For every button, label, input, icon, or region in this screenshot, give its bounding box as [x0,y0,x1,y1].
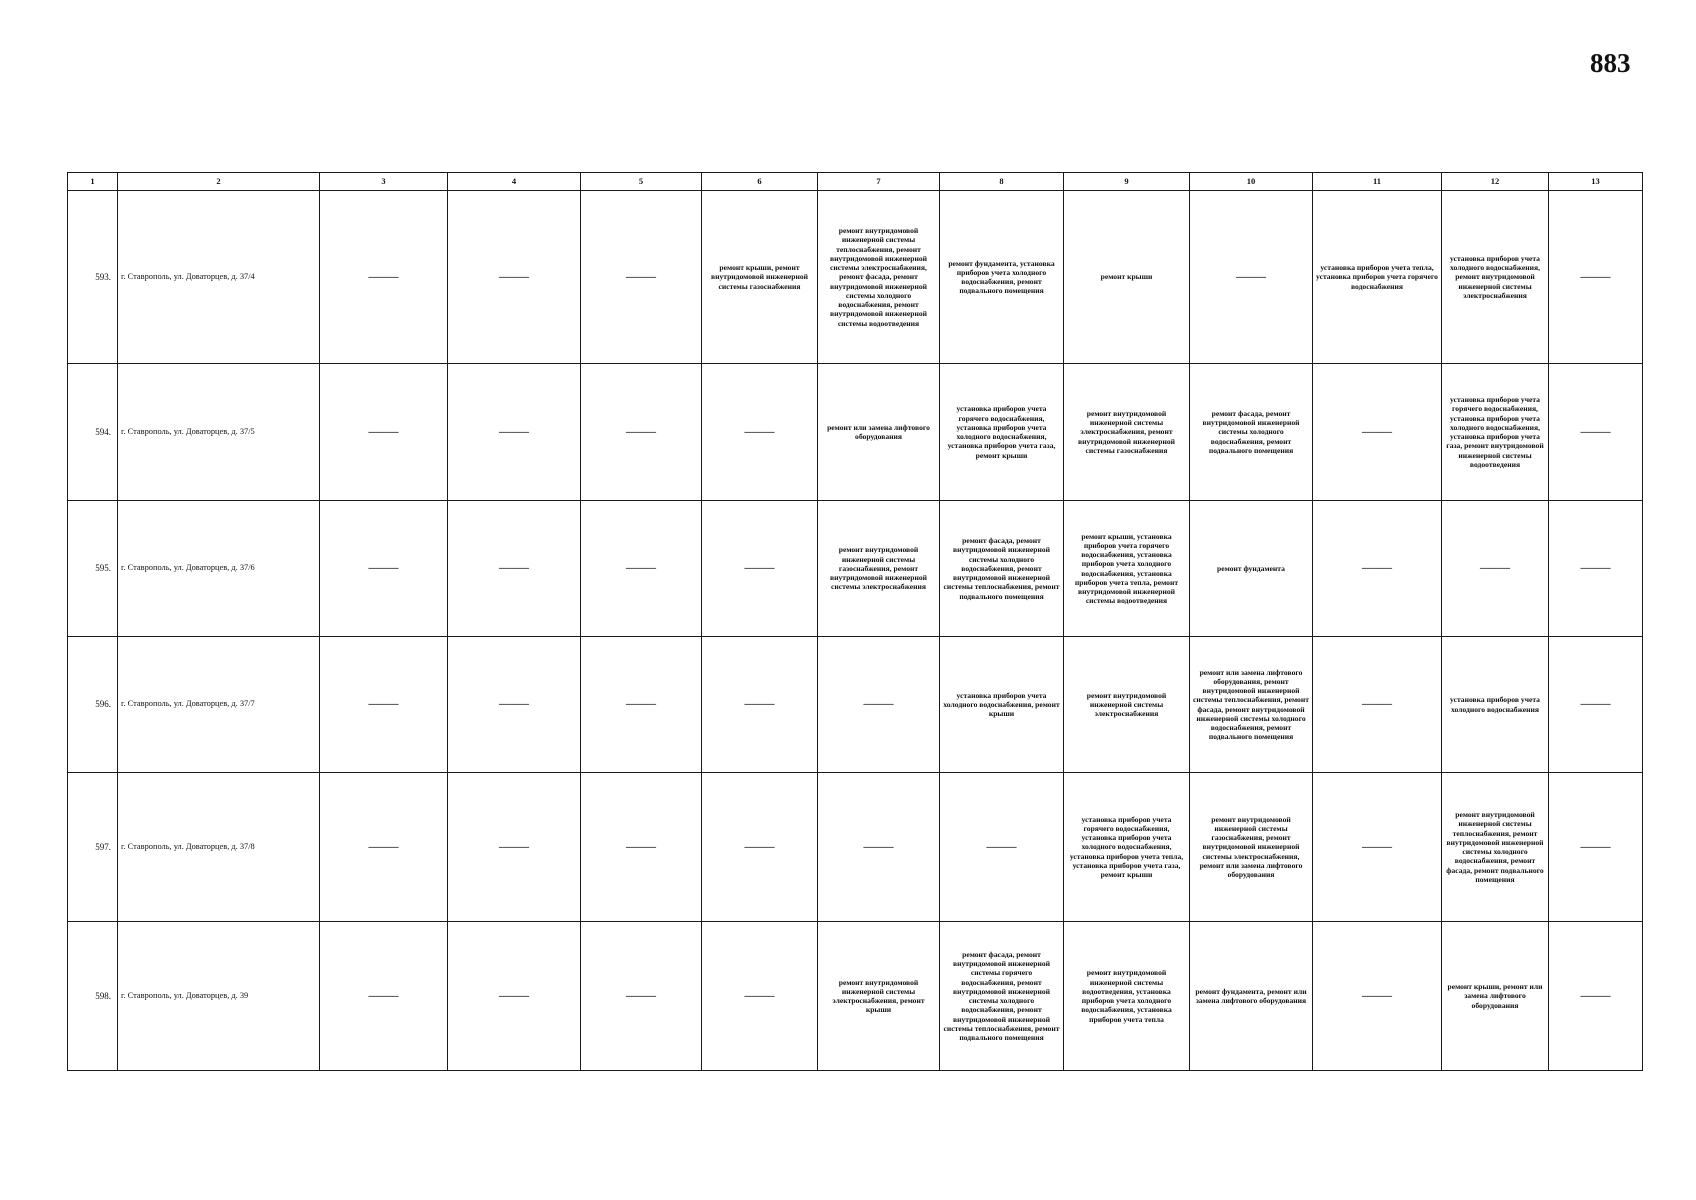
column-number: 10 [1190,173,1313,191]
table-cell: —— [1442,501,1549,637]
table-cell: —— [581,501,702,637]
column-number: 4 [448,173,581,191]
table-cell: —— [448,364,581,501]
table-cell: ремонт крыши, ремонт или замена лифтового оборудования [1442,922,1549,1071]
table-row [68,501,1643,637]
table-cell: —— [448,773,581,922]
table-row [68,191,1643,364]
table-cell: —— [320,773,448,922]
table-cell: ремонт или замена лифтового оборудования [818,364,940,501]
table-row [68,637,1643,773]
column-number: 1 [68,173,118,191]
table-cell: —— [702,922,818,1071]
table-cell: —— [581,922,702,1071]
table-cell: установка приборов учета тепла, установка приборов учета горячего водоснабжения [1313,191,1442,364]
table-cell: —— [702,501,818,637]
address-cell: г. Ставрополь, ул. Доваторцев, д. 39 [118,922,320,1071]
table-cell: —— [448,922,581,1071]
table-cell: установка приборов учета холодного водоснабжения, ремонт крыши [940,637,1064,773]
table-cell: —— [1549,637,1643,773]
table-cell: ремонт фасада, ремонт внутридомовой инженерной системы горячего водоснабжения, ремонт внутридомовой инженерной системы холодного водоснабжения, ремонт внутридомовой инженерной системы теплоснабжения, ремонт подвального помещения [940,922,1064,1071]
table-cell: —— [1313,637,1442,773]
table-cell: ремонт фундамента [1190,501,1313,637]
table-cell: —— [1313,501,1442,637]
table-cell: —— [448,501,581,637]
table-cell: ремонт внутридомовой инженерной системы теплоснабжения, ремонт внутридомовой инженерной системы холодного водоснабжения, ремонт фасада, ремонт подвального помещения [1442,773,1549,922]
column-number: 13 [1549,173,1643,191]
address-cell: г. Ставрополь, ул. Доваторцев, д. 37/6 [118,501,320,637]
table-cell: ремонт внутридомовой инженерной системы электроснабжения [1064,637,1190,773]
address-cell: г. Ставрополь, ул. Доваторцев, д. 37/4 [118,191,320,364]
table-cell: ремонт внутридомовой инженерной системы электроснабжения, ремонт внутридомовой инженерной системы газоснабжения [1064,364,1190,501]
table-cell: ремонт крыши, ремонт внутридомовой инженерной системы газоснабжения [702,191,818,364]
table-cell: ремонт крыши, установка приборов учета горячего водоснабжения, установка приборов учета холодного водоснабжения, установка приборов учета тепла, ремонт внутридомовой инженерной системы водоотведения [1064,501,1190,637]
column-number: 5 [581,173,702,191]
address-cell: г. Ставрополь, ул. Доваторцев, д. 37/5 [118,364,320,501]
repair-schedule-table [67,172,1643,1071]
table-cell: ремонт внутридомовой инженерной системы газоснабжения, ремонт внутридомовой инженерной системы электроснабжения [818,501,940,637]
address-cell: г. Ставрополь, ул. Доваторцев, д. 37/7 [118,637,320,773]
table-cell: —— [1313,773,1442,922]
column-number: 7 [818,173,940,191]
row-number: 596. [68,637,118,773]
column-number: 3 [320,173,448,191]
column-number-row [68,173,1643,191]
table-cell: ремонт внутридомовой инженерной системы газоснабжения, ремонт внутридомовой инженерной системы электроснабжения, ремонт или замена лифтового оборудования [1190,773,1313,922]
table-cell: —— [581,364,702,501]
table-cell: ремонт фасада, ремонт внутридомовой инженерной системы холодного водоснабжения, ремонт подвального помещения [1190,364,1313,501]
table-cell: установка приборов учета горячего водоснабжения, установка приборов учета холодного водоснабжения, установка приборов учета газа, ремонт крыши [940,364,1064,501]
table-cell: —— [702,773,818,922]
row-number: 598. [68,922,118,1071]
column-number: 2 [118,173,320,191]
table-cell: ремонт внутридомовой инженерной системы теплоснабжения, ремонт внутридомовой инженерной системы электроснабжения, ремонт фасада, ремонт внутридомовой инженерной системы холодного водоснабжения, ремонт внутридомовой инженерной системы водоотведения [818,191,940,364]
row-number: 597. [68,773,118,922]
table-cell: —— [1549,364,1643,501]
table-cell: —— [702,637,818,773]
row-number: 595. [68,501,118,637]
row-number: 593. [68,191,118,364]
table-cell: —— [1190,191,1313,364]
table-cell: —— [1549,501,1643,637]
column-number: 12 [1442,173,1549,191]
table-cell: —— [702,364,818,501]
table-cell: —— [940,773,1064,922]
table-cell: —— [320,191,448,364]
table-row [68,364,1643,501]
table-cell: —— [448,191,581,364]
table-cell: установка приборов учета горячего водоснабжения, установка приборов учета холодного водоснабжения, установка приборов учета тепла, установка приборов учета газа, ремонт крыши [1064,773,1190,922]
table-cell: —— [581,637,702,773]
page-number: 883 [1590,48,1631,78]
column-number: 6 [702,173,818,191]
table-cell: ремонт или замена лифтового оборудования, ремонт внутридомовой инженерной системы теплоснабжения, ремонт фасада, ремонт внутридомовой инженерной системы холодного водоснабжения, ремонт подвального помещения [1190,637,1313,773]
column-number: 11 [1313,173,1442,191]
table-cell: —— [1549,922,1643,1071]
table-cell: ремонт внутридомовой инженерной системы водоотведения, установка приборов учета холодного водоснабжения, установка приборов учета тепла [1064,922,1190,1071]
column-number: 9 [1064,173,1190,191]
table-cell: ремонт фундамента, ремонт или замена лифтового оборудования [1190,922,1313,1071]
table-cell: ремонт внутридомовой инженерной системы электроснабжения, ремонт крыши [818,922,940,1071]
table-cell: ремонт крыши [1064,191,1190,364]
table-cell: —— [448,637,581,773]
table-cell: ремонт фундамента, установка приборов учета холодного водоснабжения, ремонт подвального помещения [940,191,1064,364]
table-cell: —— [1549,191,1643,364]
table-cell: —— [1313,364,1442,501]
table-cell: установка приборов учета горячего водоснабжения, установка приборов учета холодного водоснабжения, установка приборов учета газа, ремонт внутридомовой инженерной системы водоотведения [1442,364,1549,501]
table-cell: установка приборов учета холодного водоснабжения [1442,637,1549,773]
table-row [68,922,1643,1071]
table-cell: установка приборов учета холодного водоснабжения, ремонт внутридомовой инженерной системы электроснабжения [1442,191,1549,364]
table-cell: —— [1549,773,1643,922]
table-cell: —— [320,364,448,501]
table-cell: —— [581,773,702,922]
column-number: 8 [940,173,1064,191]
table-cell: —— [581,191,702,364]
table-cell: —— [1313,922,1442,1071]
table-cell: ремонт фасада, ремонт внутридомовой инженерной системы холодного водоснабжения, ремонт внутридомовой инженерной системы теплоснабжения, ремонт подвального помещения [940,501,1064,637]
table-cell: —— [320,501,448,637]
table-row [68,773,1643,922]
table-cell: —— [818,773,940,922]
address-cell: г. Ставрополь, ул. Доваторцев, д. 37/8 [118,773,320,922]
table-cell: —— [320,637,448,773]
table-cell: —— [320,922,448,1071]
table-cell: —— [818,637,940,773]
row-number: 594. [68,364,118,501]
